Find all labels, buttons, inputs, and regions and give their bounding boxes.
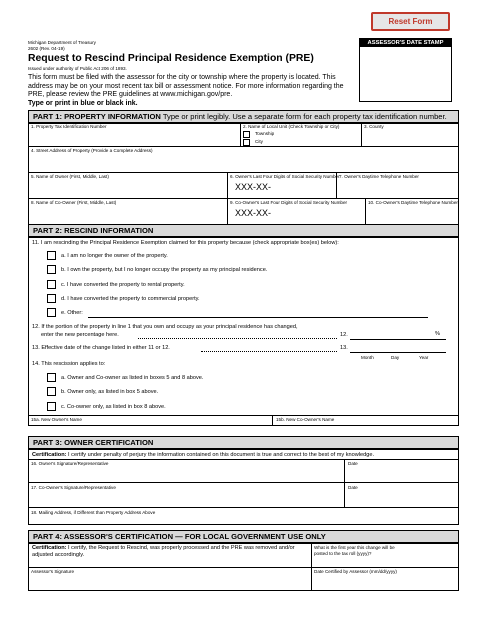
part1-subtitle: Type or print legibly. Use a separate form for each property tax identification number. <box>160 112 447 121</box>
label-date-2: Date <box>348 485 358 490</box>
reason-e-checkbox[interactable] <box>47 308 56 317</box>
page-title: Request to Rescind Principal Residence Exemption (PRE) <box>28 53 314 64</box>
township-checkbox[interactable] <box>243 131 250 138</box>
part1-title: PART 1: PROPERTY INFORMATION <box>33 112 161 121</box>
q13-number: 13. <box>340 345 348 351</box>
new-coowner-input[interactable] <box>276 422 456 426</box>
q12-number: 12. <box>340 332 348 338</box>
owner-signature-input[interactable] <box>31 467 341 480</box>
label-owner-phone: 7. Owner's Daytime Telephone Number <box>339 174 419 179</box>
applies-b-label: b. Owner only, as listed in box 5 above. <box>61 389 159 395</box>
mailing-address-input[interactable] <box>31 516 456 524</box>
label-property-tax-id: 1. Property Tax Identification Number <box>31 124 107 129</box>
part4-header: PART 4: ASSESSOR'S CERTIFICATION — FOR LOCAL GOVERNMENT USE ONLY <box>28 530 459 543</box>
q12-text-2: enter the new percentage here. <box>41 332 119 338</box>
reason-e-label: e. Other: <box>61 310 83 316</box>
label-owner-name: 5. Name of Owner (First, Middle, Last) <box>31 174 109 179</box>
label-assessor-signature: Assessor's Signature <box>31 569 75 574</box>
coowner-ssn-input[interactable]: XXX-XX- <box>235 208 272 218</box>
coowner-signature-input[interactable] <box>31 491 341 505</box>
new-owner-input[interactable] <box>31 422 269 426</box>
reason-d-checkbox[interactable] <box>47 294 56 303</box>
authority-note: Issued under authority of Public Act 206 of 1893. <box>28 66 127 71</box>
coowner-date-input[interactable] <box>348 491 456 505</box>
owner-date-input[interactable] <box>348 467 456 480</box>
owner-cert-label: Certification: <box>32 452 67 458</box>
reason-c-label: c. I have converted the property to rental property. <box>61 282 185 288</box>
coowner-phone-input[interactable] <box>368 207 456 224</box>
county-input[interactable] <box>364 131 457 144</box>
label-coowner-phone: 10. Co-Owner's Daytime Telephone Number <box>368 200 458 205</box>
stamp-label: ASSESSOR'S DATE STAMP <box>360 39 451 47</box>
coowner-name-input[interactable] <box>31 207 224 224</box>
label-county: 3. County <box>364 124 384 129</box>
applies-c-checkbox[interactable] <box>47 402 56 411</box>
label-mailing-address: 18. Mailing Address, if Different than Property Address Above <box>31 510 156 515</box>
q12-text: 12. If the portion of the property in line 1 that you own and occupy as your principal residence has changed, <box>32 324 298 330</box>
other-reason-input[interactable] <box>88 317 428 318</box>
label-street-address: 4. Street Address of Property (Provide a Complete Address) <box>31 148 153 153</box>
label-new-owner: 15a. New Owner's Name <box>31 417 82 422</box>
street-address-input[interactable] <box>31 155 456 170</box>
assessor-signature-input[interactable] <box>31 576 308 589</box>
label-date-1: Date <box>348 461 358 466</box>
month-label: Month <box>361 355 374 360</box>
assessor-date-stamp-box <box>359 38 452 102</box>
reason-b-label: b. I own the property, but I no longer occupy the property as my principal residence. <box>61 267 268 273</box>
label-local-unit: 2. Name of Local Unit (Check Township or City) <box>243 124 340 129</box>
reason-d-label: d. I have converted the property to commercial property. <box>61 296 200 302</box>
instructions: This form must be filed with the assessor for the city or township where the property is located. This address may be on your most recent tax bill or assessment notice. For more information regarding the PRE, please review the PRE guidelines at www.michigan.gov/pre. <box>28 74 344 99</box>
assessor-certification-text <box>32 545 308 558</box>
q11-text: 11. I am rescinding the Principal Residence Exemption claimed for this property because (check appropriate box(es) below): <box>32 240 339 246</box>
label-owner-signature: 16. Owner's Signature/Representative <box>31 461 109 466</box>
reason-a-checkbox[interactable] <box>47 251 56 260</box>
label-owner-ssn: 6. Owner's Last Four Digits of Social Security Number <box>230 174 340 179</box>
owner-name-input[interactable] <box>31 181 224 196</box>
owner-phone-input[interactable] <box>339 181 456 196</box>
effective-date-input[interactable] <box>350 352 446 353</box>
label-coowner-name: 8. Name of Co-Owner (First, Middle, Last) <box>31 200 117 205</box>
owner-cert-body: I certify under penalty of perjury the information contained on this document is true and correct to the best of my knowledge. <box>66 452 375 458</box>
applies-a-checkbox[interactable] <box>47 373 56 382</box>
q14-text: 14. This rescission applies to: <box>32 361 106 367</box>
part3-header: PART 3: OWNER CERTIFICATION <box>28 436 459 449</box>
part2-header: PART 2: RESCIND INFORMATION <box>28 224 459 237</box>
q13-text: 13. Effective date of the change listed in either 11 or 12. <box>32 345 170 351</box>
first-year-question: What is the first year this change will be posted to the tax roll (yyyy)? <box>314 545 395 556</box>
property-tax-id-input[interactable] <box>31 131 237 144</box>
applies-c-label: c. Co-owner only, as listed in box 8 above. <box>61 404 166 410</box>
reason-a-label: a. I am no longer the owner of the property. <box>61 253 168 259</box>
ink-note: Type or print in blue or black ink. <box>28 100 138 107</box>
reason-c-checkbox[interactable] <box>47 280 56 289</box>
assessor-cert-label: Certification: <box>32 545 67 551</box>
day-label: Day <box>391 355 400 360</box>
form-number: 2602 (Rev. 04-19) <box>28 46 65 51</box>
percentage-input[interactable] <box>350 339 446 340</box>
reset-form-button[interactable]: Reset Form <box>371 12 450 31</box>
label-coowner-signature: 17. Co-Owner's Signature/Representative <box>31 485 116 490</box>
city-label: City <box>255 139 263 144</box>
year-label: Year <box>419 355 429 360</box>
applies-a-label: a. Owner and Co-owner as listed in boxes 5 and 8 above. <box>61 375 204 381</box>
city-checkbox[interactable] <box>243 139 250 146</box>
reason-b-checkbox[interactable] <box>47 265 56 274</box>
label-new-coowner: 15b. New Co-Owner's Name <box>276 417 335 422</box>
applies-b-checkbox[interactable] <box>47 387 56 396</box>
assessor-cert-body: I certify, the Request to Rescind, was properly processed and the PRE was removed and/or adjusted accordingly. <box>32 545 295 558</box>
label-date-certified: Date Certified by Assessor (mm/dd/yyyy) <box>314 569 397 574</box>
first-year-input[interactable] <box>408 546 456 564</box>
label-coowner-ssn: 9. Co-Owner's Last Four Digits of Social Security Number <box>230 200 348 205</box>
percent-sign: % <box>435 331 440 337</box>
owner-ssn-input[interactable]: XXX-XX- <box>235 182 272 192</box>
department-name: Michigan Department of Treasury <box>28 40 96 45</box>
part1-header <box>28 110 459 123</box>
township-label: Township <box>255 131 275 136</box>
date-certified-input[interactable] <box>314 576 456 589</box>
owner-certification-text <box>32 452 374 459</box>
